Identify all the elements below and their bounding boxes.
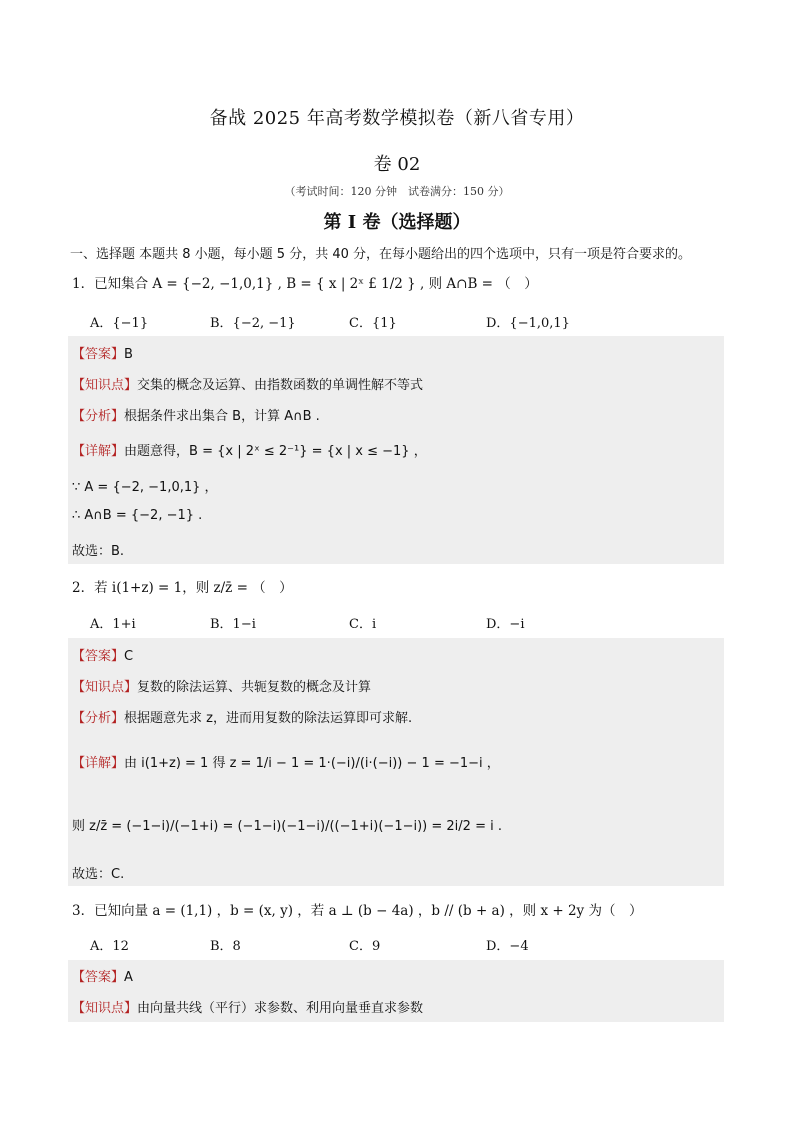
q1-choice: 故选：B. (72, 544, 125, 559)
q2-answer (72, 645, 133, 664)
q2-detail-line2: 则 z/z̄ = (−1−i)/(−1+i) = (−1−i)(−1−i)/((−1+i)(−1−i)) = 2i/2 = i . (72, 819, 502, 834)
section-instructions: 一、选择题 本题共 8 小题，每小题 5 分，共 40 分，在每小题给出的四个选项中，只有一项是符合要求的。 (70, 247, 692, 262)
analysis-text: 根据题意先求 z，进而用复数的除法运算即可求解. (124, 711, 413, 726)
analysis-text: 根据条件求出集合 B，计算 A∩B . (124, 409, 320, 424)
question-3-stem: 3．已知向量 a = (1,1) ，b = (x, y) ，若 a ⊥ (b − 4a) ，b // (b + a) ，则 x + 2y 为（ ） (72, 903, 643, 919)
answer-value: C (124, 649, 134, 664)
section-heading: 第 I 卷（选择题） (323, 212, 471, 233)
q3-option-b: B．8 (210, 939, 241, 954)
q2-knowledge-point (72, 676, 371, 695)
answer-value: A (124, 970, 133, 985)
answer-value: B (124, 347, 133, 362)
q2-detail (72, 752, 500, 771)
q1-option-d: D．{−1,0,1} (486, 316, 570, 331)
q2-analysis (72, 707, 412, 726)
q1-option-b: B．{−2, −1} (210, 316, 296, 331)
q1-detail (72, 440, 427, 459)
q2-option-d: D．−i (486, 617, 525, 632)
q3-knowledge-point (72, 997, 423, 1016)
knowledge-text: 由向量共线（平行）求参数、利用向量垂直求参数 (137, 1001, 424, 1016)
q1-knowledge-point (72, 374, 423, 393)
q3-option-a: A．12 (90, 939, 129, 954)
q3-answer (72, 966, 133, 985)
knowledge-tag: 【知识点】 (72, 680, 138, 695)
knowledge-text: 复数的除法运算、共轭复数的概念及计算 (137, 680, 372, 695)
analysis-tag: 【分析】 (72, 711, 125, 726)
q2-option-b: B．1−i (210, 617, 256, 632)
exam-time-note: （考试时间：120 分钟 试卷满分：150 分） (284, 185, 510, 198)
answer-tag: 【答案】 (72, 347, 125, 362)
q1-detail-line2: ∵ A = {−2, −1,0,1} ， (72, 480, 218, 495)
knowledge-tag: 【知识点】 (72, 378, 138, 393)
answer-tag: 【答案】 (72, 970, 125, 985)
q3-option-c: C．9 (349, 939, 381, 954)
detail-tag: 【详解】 (72, 756, 125, 771)
question-2-stem: 2．若 i(1+z) = 1，则 z/z̄ = （ ） (72, 580, 293, 596)
knowledge-text: 交集的概念及运算、由指数函数的单调性解不等式 (137, 378, 424, 393)
detail-text: 由题意得，B = {x | 2ˣ ≤ 2⁻¹} = {x | x ≤ −1} ， (124, 444, 427, 459)
q1-analysis (72, 405, 320, 424)
q1-detail-line3: ∴ A∩B = {−2, −1} . (72, 508, 203, 523)
question-1-stem: 1．已知集合 A = {−2, −1,0,1} , B = { x | 2ˣ £ 1/2 } , 则 A∩B = （ ） (72, 276, 538, 292)
detail-tag: 【详解】 (72, 444, 125, 459)
exam-subtitle: 卷 02 (373, 154, 421, 175)
q2-option-c: C．i (349, 617, 377, 632)
knowledge-tag: 【知识点】 (72, 1001, 138, 1016)
q1-option-a: A．{−1} (90, 316, 149, 331)
q1-option-c: C．{1} (349, 316, 397, 331)
q2-option-a: A．1+i (90, 617, 136, 632)
q1-answer (72, 343, 133, 362)
answer-tag: 【答案】 (72, 649, 125, 664)
q2-choice: 故选：C. (72, 867, 125, 882)
analysis-tag: 【分析】 (72, 409, 125, 424)
detail-text: 由 i(1+z) = 1 得 z = 1/i − 1 = 1·(−i)/(i·(−i)) − 1 = −1−i ， (124, 756, 500, 771)
q3-option-d: D．−4 (486, 939, 529, 954)
exam-title: 备战 2025 年高考数学模拟卷（新八省专用） (209, 108, 585, 129)
